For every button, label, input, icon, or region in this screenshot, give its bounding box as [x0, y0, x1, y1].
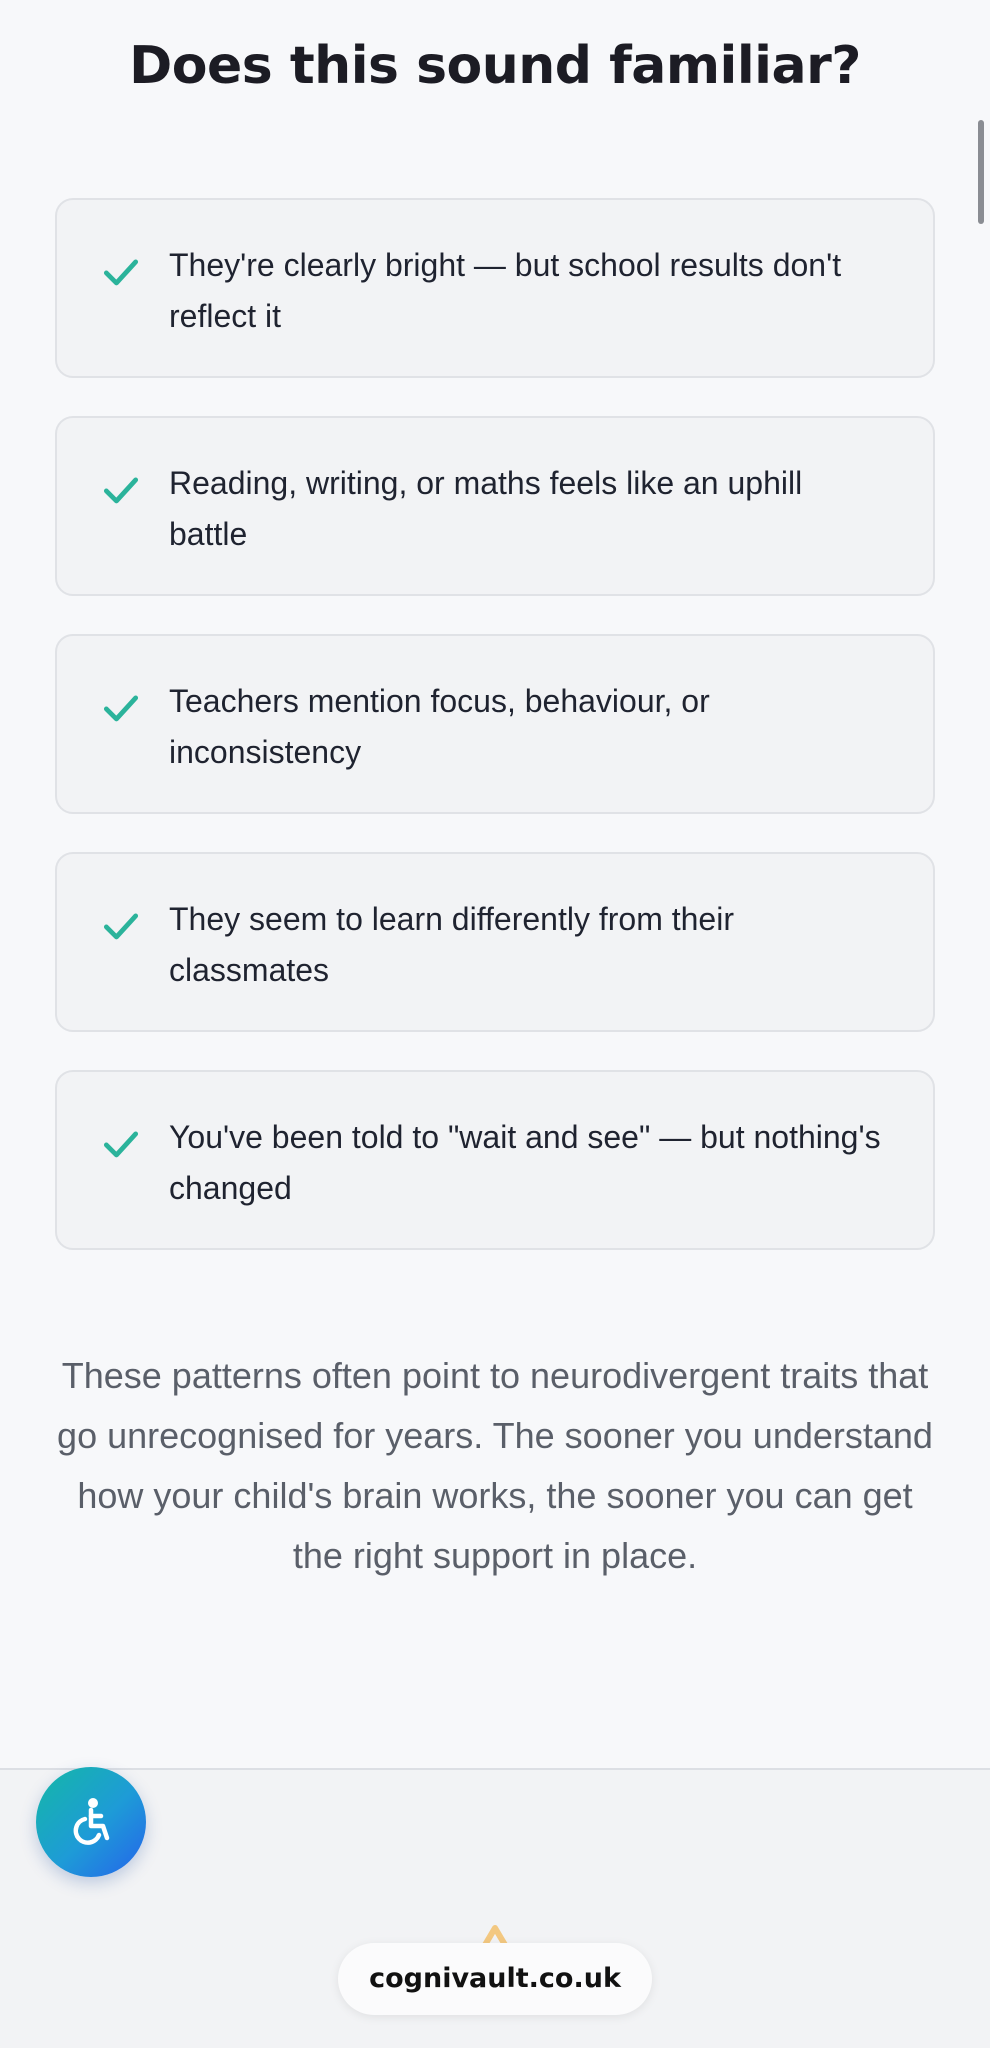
check-icon — [99, 1122, 143, 1166]
scrollbar[interactable] — [978, 120, 984, 224]
accessibility-button[interactable] — [36, 1767, 146, 1877]
list-item-text: Teachers mention focus, behaviour, or inconsistency — [169, 683, 710, 770]
url-bar[interactable]: cognivault.co.uk — [338, 1943, 652, 2015]
list-item-text: Reading, writing, or maths feels like an uphill battle — [169, 465, 803, 552]
check-icon — [99, 904, 143, 948]
check-icon — [99, 468, 143, 512]
list-item — [55, 634, 935, 814]
list-item-text: They seem to learn differently from their classmates — [169, 901, 734, 988]
list-item — [55, 416, 935, 596]
section-title: Does this sound familiar? — [129, 36, 861, 96]
symptom-list — [55, 198, 935, 1288]
list-item — [55, 198, 935, 378]
accessibility-icon — [63, 1794, 119, 1850]
list-item-text: They're clearly bright — but school results don't reflect it — [169, 247, 842, 334]
list-item — [55, 1070, 935, 1250]
list-item — [55, 852, 935, 1032]
check-icon — [99, 686, 143, 730]
check-icon — [99, 250, 143, 294]
list-item-text: You've been told to "wait and see" — but nothing's changed — [169, 1119, 881, 1206]
section-summary: These patterns often point to neurodivergent traits that go unrecognised for years. The sooner you understand how your child's brain works, the sooner you can get the right support in place. — [57, 1355, 933, 1576]
